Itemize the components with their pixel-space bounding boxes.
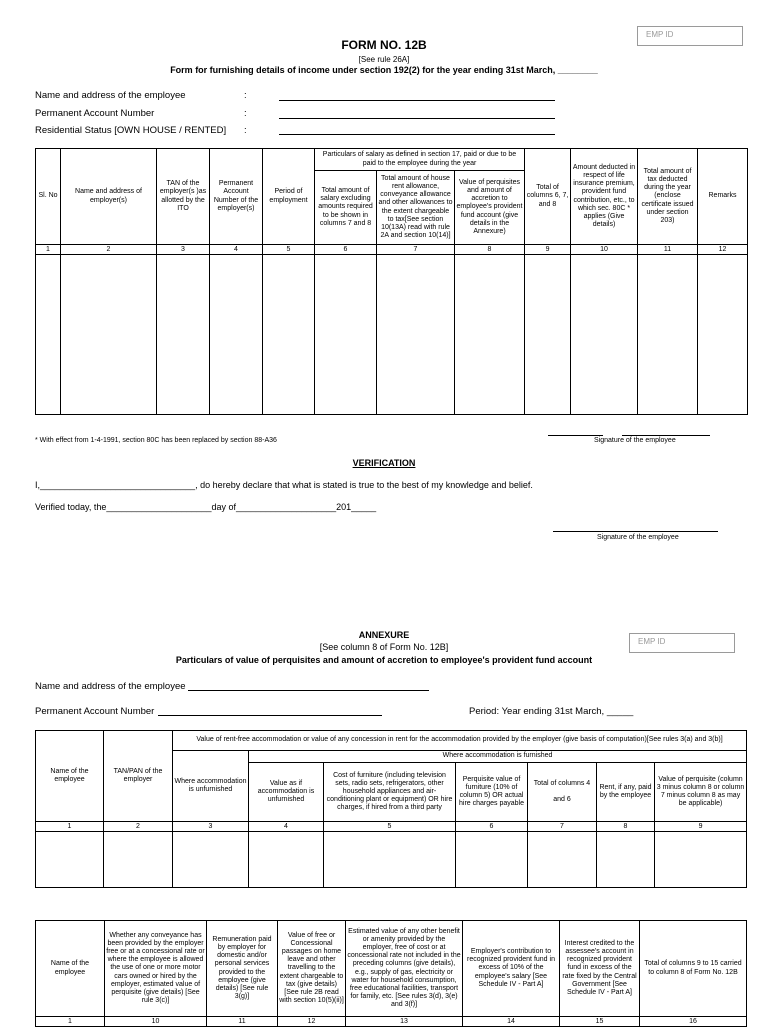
annexure-period: Period: Year ending 31st March, _____ [469, 706, 634, 717]
cell[interactable] [377, 255, 455, 415]
col-number: 5 [263, 245, 315, 255]
verification-signature-label: Signature of the employee [597, 534, 679, 541]
footnote: * With effect from 1-4-1991, section 80C has been replaced by section 88-A36 [35, 437, 277, 444]
col-number: 12 [698, 245, 748, 255]
col-number: 1 [36, 822, 104, 832]
field-sep: : [244, 108, 247, 119]
col-number: 1 [36, 1017, 105, 1027]
header-furniture-cost: Cost of furniture (including television sets, radio sets, refrigerators, other household appliances and air-conditioning plant or equipment) OR hire charges, if hired from a third party [324, 763, 456, 822]
header-salary-group: Particulars of salary as defined in section 17, paid or due to be paid to the employee during the year [315, 149, 525, 171]
field-residential-line[interactable] [279, 134, 555, 135]
header-period: Period of employment [263, 149, 315, 245]
emp-id-box-annexure[interactable]: EMP ID [629, 633, 735, 653]
header-sl-no: Sl. No [36, 149, 61, 245]
annexure-pan-label: Permanent Account Number [35, 706, 155, 717]
annexure-pan-line[interactable] [158, 715, 382, 716]
cell[interactable] [36, 832, 104, 888]
col-number: 7 [528, 822, 597, 832]
form-subtitle: Form for furnishing details of income under section 192(2) for the year ending 31st March, ________ [170, 65, 598, 75]
cell[interactable] [315, 255, 377, 415]
field-residential-label: Residential Status [OWN HOUSE / RENTED] [35, 125, 227, 136]
cell[interactable] [157, 255, 210, 415]
cell[interactable] [36, 255, 61, 415]
cell[interactable] [597, 832, 655, 888]
header-tan-pan: TAN/PAN of the employer [104, 731, 173, 822]
header-passages: Value of free or Concessional passages on home leave and other travelling to the extent chargeable to tax (give details) [See rule 2B read with section 10(5)(ii)] [278, 921, 346, 1017]
header-total-salary: Total amount of salary excluding amounts required to be shown in columns 7 and 8 [315, 171, 377, 245]
form-title: FORM NO. 12B [341, 38, 427, 52]
annexure-sub: [See column 8 of Form No. 12B] [319, 642, 449, 652]
header-total-4-6-a: Total of columns 4 [533, 779, 591, 787]
signature-line[interactable] [622, 435, 710, 436]
cell[interactable] [324, 832, 456, 888]
header-deduction: Amount deducted in respect of life insurance premium, provident fund contribution, etc., to which sec. 80C * applies (Give details) [571, 149, 638, 245]
col-number: 15 [560, 1017, 640, 1027]
salary-details-table [35, 148, 748, 415]
col-number: 16 [640, 1017, 747, 1027]
table-row [36, 832, 747, 888]
cell[interactable] [571, 255, 638, 415]
col-number: 2 [61, 245, 157, 255]
col-number: 6 [315, 245, 377, 255]
header-tan: TAN of the employer(s )as allotted by the ITO [157, 149, 210, 245]
header-total-6-7-8: Total of columns 6, 7, and 8 [525, 149, 571, 245]
header-tax-deducted: Total amount of tax deducted during the year (enclose certificate issued under section 203) [638, 149, 698, 245]
signature-line[interactable] [548, 435, 603, 436]
col-number: 2 [104, 822, 173, 832]
cell[interactable] [249, 832, 324, 888]
header-total-4-6 [528, 763, 597, 822]
header-employer-contribution: Employer's contribution to recognized provident fund in excess of 10% of the employee's salary [See Schedule IV - Part A] [463, 921, 560, 1017]
col-number: 9 [525, 245, 571, 255]
col-number: 10 [105, 1017, 207, 1027]
form-rule: [See rule 26A] [358, 55, 410, 64]
annexure-accommodation-table [35, 730, 747, 888]
col-number: 6 [456, 822, 528, 832]
field-pan-label: Permanent Account Number [35, 108, 155, 119]
field-sep: : [244, 90, 247, 101]
col-number: 1 [36, 245, 61, 255]
annexure-title: ANNEXURE [358, 630, 410, 640]
annexure-heading: Particulars of value of perquisites and amount of accretion to employee's provident fund account [175, 655, 593, 665]
annexure-perquisites-table [35, 920, 747, 1027]
employee-signature-label: Signature of the employee [594, 437, 676, 444]
col-number: 9 [655, 822, 747, 832]
header-employee-name: Name of the employee [36, 731, 104, 822]
col-number: 14 [463, 1017, 560, 1027]
col-number: 11 [207, 1017, 278, 1027]
header-pan: Permanent Account Number of the employer(s) [210, 149, 263, 245]
col-number: 5 [324, 822, 456, 832]
cell[interactable] [456, 832, 528, 888]
header-perquisite-value: Value of perquisite (column 3 minus column 8 or column 7 minus column 8 as may be applicable) [655, 763, 747, 822]
header-employer-name: Name and address of employer(s) [61, 149, 157, 245]
header-total-9-15: Total of columns 9 to 15 carried to column 8 of Form No. 12B [640, 921, 747, 1017]
annexure-name-line[interactable] [188, 690, 429, 691]
header-rent-paid: Rent, if any, paid by the employee [597, 763, 655, 822]
emp-id-box[interactable]: EMP ID [637, 26, 743, 46]
cell[interactable] [210, 255, 263, 415]
col-number: 11 [638, 245, 698, 255]
field-employee-name-label: Name and address of the employee [35, 90, 186, 101]
col-number: 4 [210, 245, 263, 255]
table-row [36, 255, 748, 415]
field-sep: : [244, 125, 247, 136]
annexure-name-label: Name and address of the employee [35, 681, 186, 692]
cell[interactable] [104, 832, 173, 888]
header-total-4-6-b: and 6 [553, 796, 571, 804]
verification-signature-line[interactable] [553, 531, 718, 532]
field-pan-line[interactable] [279, 118, 555, 119]
col-number: 12 [278, 1017, 346, 1027]
cell[interactable] [638, 255, 698, 415]
header-conveyance: Whether any conveyance has been provided by the employer free or at a concessional rate or where the employee is allowed the use of one or more motor cars owned or hired by the employer, estimated value of perquisite (give details) [See rule 3(c)] [105, 921, 207, 1017]
col-number: 8 [597, 822, 655, 832]
header-perquisites: Value of perquisites and amount of accretion to employee's provident fund account (give details in the Annexure) [455, 171, 525, 245]
field-employee-name-line[interactable] [279, 100, 555, 101]
header-other-benefit: Estimated value of any other benefit or amenity provided by the employer, free of cost or at concessional rate not included in the preceding columns (give details), e.g., supply of gas, electricity or water for household consumption, free educational facilities, transport for family, etc. [See rules 3(d), 3(e) and 3(f)] [346, 921, 463, 1017]
header-remarks: Remarks [698, 149, 748, 245]
header-furniture-perquisite: Perquisite value of furniture (10% of column 5) OR actual hire charges payable [456, 763, 528, 822]
header-unfurnished: Where accommodation is unfurnished [173, 751, 249, 822]
header-remuneration: Remuneration paid by employer for domestic and/or personal services provided to the employee (give details) [See rule 3(g)] [207, 921, 278, 1017]
header-interest-credited: Interest credited to the assessee's account in recognized provident fund in excess of the rate fixed by the Central Government [See Schedule IV - Part A] [560, 921, 640, 1017]
col-number: 13 [346, 1017, 463, 1027]
header-allowances: Total amount of house rent allowance, conveyance allowance and other allowances to the extent chargeable to tax[See section 10(13A) read with rule 2A and section 10(14)] [377, 171, 455, 245]
cell[interactable] [698, 255, 748, 415]
cell[interactable] [61, 255, 157, 415]
col-number: 8 [455, 245, 525, 255]
col-number: 7 [377, 245, 455, 255]
verification-declaration: I,_______________________________, do hereby declare that what is stated is true to the best of my knowledge and belief. [35, 480, 533, 490]
verification-title: VERIFICATION [352, 458, 416, 468]
cell[interactable] [173, 832, 249, 888]
cell[interactable] [455, 255, 525, 415]
header-value-unfurnished: Value as if accommodation is unfurnished [249, 763, 324, 822]
col-number: 4 [249, 822, 324, 832]
cell[interactable] [525, 255, 571, 415]
col-number: 3 [157, 245, 210, 255]
verification-date: Verified today, the_____________________day of____________________201_____ [35, 502, 377, 512]
cell[interactable] [263, 255, 315, 415]
header-rent-free: Value of rent-free accommodation or value of any concession in rent for the accommodation provided by the employer (give basis of computation)[See rules 3(a) and 3(b)] [173, 731, 747, 751]
cell[interactable] [528, 832, 597, 888]
header-furnished: Where accommodation is furnished [249, 751, 747, 763]
col-number: 3 [173, 822, 249, 832]
cell[interactable] [655, 832, 747, 888]
header-employee-name: Name of the employee [36, 921, 105, 1017]
col-number: 10 [571, 245, 638, 255]
